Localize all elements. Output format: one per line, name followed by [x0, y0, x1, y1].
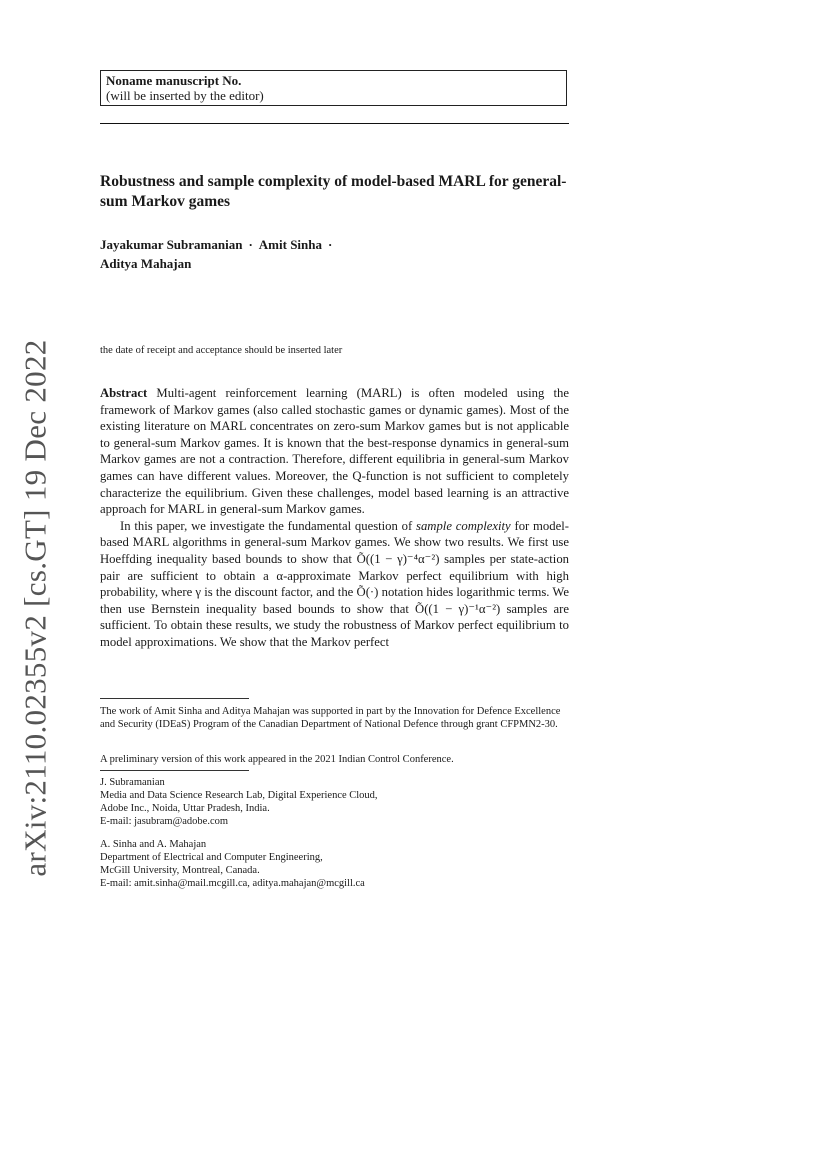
author-list	[100, 235, 569, 273]
affiliation-1	[100, 776, 569, 828]
preliminary-text: A preliminary version of this work appeared in the 2021 Indian Control Conference.	[100, 754, 454, 765]
author-separator: ·	[248, 237, 253, 252]
abstract-paragraph-1	[100, 385, 569, 518]
affiliation-2	[100, 838, 569, 890]
affiliation-email: E-mail: amit.sinha@mail.mcgill.ca, aditya.mahajan@mcgill.ca	[100, 878, 365, 889]
author-1: Jayakumar Subramanian	[100, 237, 243, 252]
abstract-text: for model-based MARL algorithms in general-sum Markov games. We show two results. We first use Hoeffding inequality based bounds to show that	[100, 518, 569, 566]
abstract-text: notation hides logarithmic terms. We then use Bernstein inequality based bounds to show that	[100, 585, 569, 616]
math-expression: Õ((1 − γ)⁻⁴α⁻²)	[356, 551, 440, 566]
abstract-text: samples are sufficient. To obtain these results, we study the robustness of Markov perfect equilibrium to model approximations. We show that the Markov perfect	[100, 601, 569, 649]
preliminary-footnote	[100, 753, 569, 766]
affiliation-rule	[100, 770, 249, 771]
editor-note: (will be inserted by the editor)	[106, 88, 264, 103]
author-separator: ·	[328, 237, 333, 252]
abstract-text: samples per state-action pair are sufficient to obtain a α-approximate Markov perfect equilibrium with high probability, where γ is the discount factor, and the	[100, 551, 570, 600]
author-3: Aditya Mahajan	[100, 256, 192, 271]
abstract-text: Multi-agent reinforcement learning (MARL) is often modeled using the framework of Markov games (also called stochastic games or dynamic games). Most of the existing literature on MARL concentrates on zero-sum Markov games but is not applicable to general-sum Markov games. It is known that the best-response dynamics in general-sum Markov games are not a contraction. Therefore, different equilibria in general-sum Markov games can have different values. Moreover, the Q-function is not sufficient to completely characterize the equilibrium. Given these challenges, model based learning is an attractive approach for MARL in general-sum Markov games.	[100, 386, 569, 517]
affiliation-name: J. Subramanian	[100, 777, 165, 788]
emphasis-text: sample complexity	[416, 518, 511, 533]
math-expression: Õ((1 − γ)⁻¹α⁻²)	[415, 601, 501, 616]
affiliation-line: Adobe Inc., Noida, Uttar Pradesh, India.	[100, 803, 270, 814]
abstract-paragraph-2	[100, 518, 569, 651]
header-rule	[100, 123, 569, 124]
funding-text: The work of Amit Sinha and Aditya Mahajan was supported in part by the Innovation for Defence Excellence and Security (IDEaS) Program of the Canadian Department of National Defence through grant CFPMN2-30.	[100, 706, 561, 730]
affiliation-name: A. Sinha and A. Mahajan	[100, 839, 207, 850]
author-2: Amit Sinha	[258, 237, 322, 252]
manuscript-number: Noname manuscript No.	[106, 73, 242, 88]
math-expression: Õ(·)	[356, 585, 379, 600]
affiliation-line: Department of Electrical and Computer Engineering,	[100, 852, 323, 863]
abstract-text: In this paper, we investigate the fundamental question of	[120, 518, 413, 533]
footnote-rule	[100, 698, 249, 699]
affiliation-line: McGill University, Montreal, Canada.	[100, 865, 260, 876]
paper-title: Robustness and sample complexity of model-based MARL for general-sum Markov games	[100, 173, 567, 210]
received-note: the date of receipt and acceptance should be inserted later	[100, 345, 343, 356]
arxiv-sidebar	[12, 339, 60, 877]
affiliation-line: Media and Data Science Research Lab, Digital Experience Cloud,	[100, 790, 378, 801]
arxiv-identifier: arXiv:2110.02355v2 [cs.GT] 19 Dec 2022	[18, 339, 53, 877]
manuscript-box	[100, 70, 567, 106]
funding-footnote	[100, 705, 569, 731]
abstract-label: Abstract	[100, 386, 148, 400]
affiliation-email: E-mail: jasubram@adobe.com	[100, 816, 229, 827]
abstract-section	[100, 385, 569, 651]
